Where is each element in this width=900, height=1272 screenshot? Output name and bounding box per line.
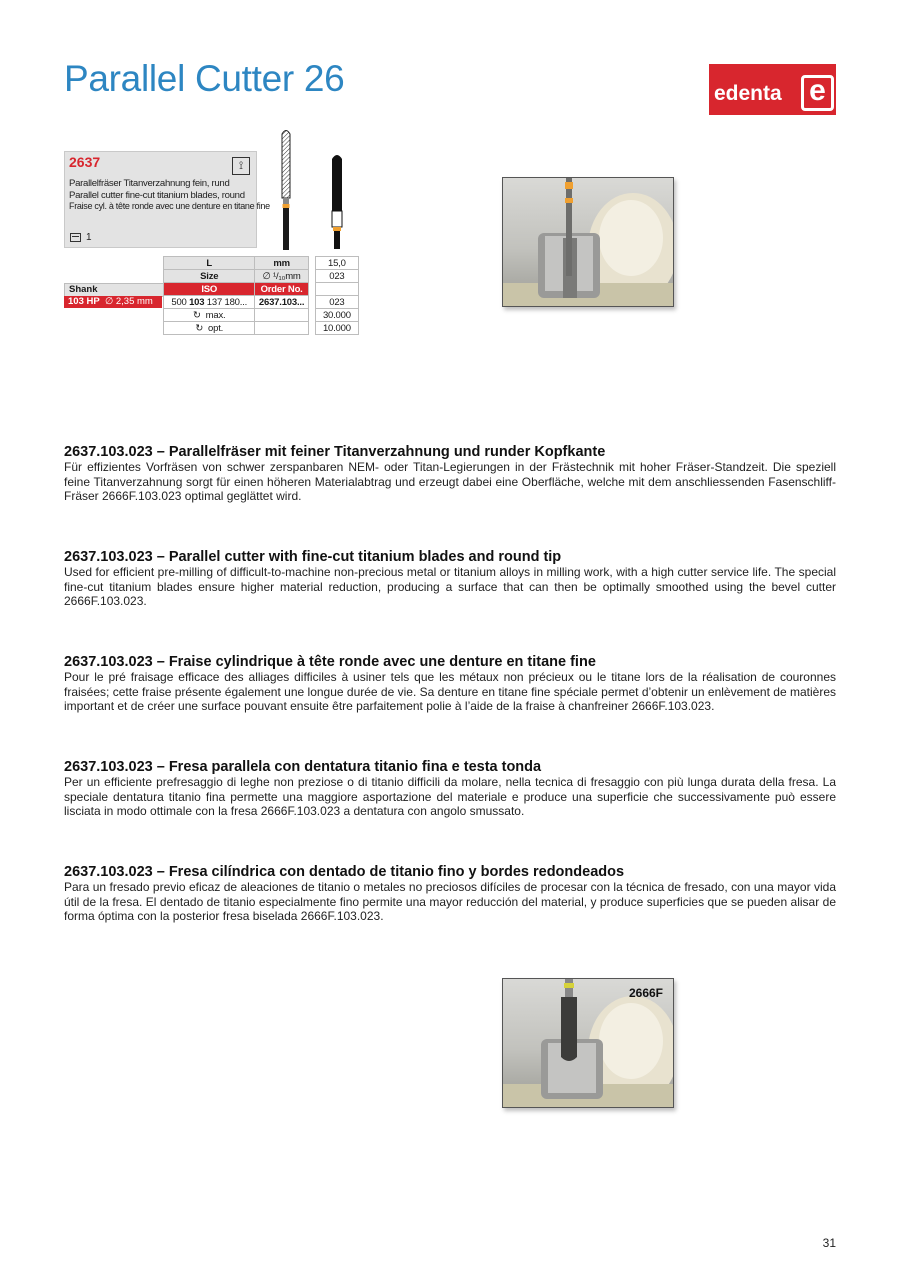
l-header: L — [164, 257, 255, 270]
l-unit: mm — [255, 257, 308, 270]
iso-number: 500 103 137 180... — [164, 296, 255, 309]
section-heading: 2637.103.023 – Fresa parallela con dentatura titanio fina e testa tonda — [64, 759, 542, 775]
iso-header: ISO — [164, 283, 255, 296]
section-text: Pour le pré fraisage efficace des alliages difficiles à usiner tels que les métaux non précieux ou le titane lors de la réalisation de couronnes fraisées; cette fraise présente également une longue durée de vie. Sa denture en titane fine spéciale permet d’obtenir un enlèvement de matières important et de créer une surface pouvant ensuite être parfaitement polie à l’aide de la fraise à chanfreiner 2666F.103.023. — [64, 670, 836, 713]
order-size: 023 — [315, 296, 358, 309]
product-desc-en: Parallel cutter fine-cut titanium blades, round — [69, 189, 245, 201]
product-code: 2637 — [69, 154, 101, 170]
logo-wordmark: edenta — [714, 82, 782, 105]
product-desc-fr: Fraise cyl. à tête ronde avec une denture en titane fine — [69, 201, 270, 211]
handpiece-icon: ⟟ — [232, 157, 250, 175]
max-speed-label: ↻ max. — [164, 309, 255, 322]
empty-cell — [315, 283, 358, 296]
section-en — [64, 549, 836, 609]
table-row — [164, 309, 359, 322]
application-photo-2637 — [502, 177, 674, 307]
product-desc-de: Parallelfräser Titanverzahnung fein, rund — [69, 178, 230, 189]
shank-value — [64, 296, 162, 308]
logo-e-mark: e — [801, 75, 834, 111]
cutter-2637-drawing — [280, 128, 292, 250]
product-info-box — [64, 151, 270, 248]
edenta-logo — [709, 64, 836, 115]
table-row — [164, 270, 359, 283]
spec-table — [163, 256, 359, 335]
section-text: Para un fresado previo eficaz de aleaciones de titanio o metales no preciosos difíciles de procesar con la técnica de fresado, con una mayor vida útil de la fresa. El dentado de titanio especialmente fino permite una mayor reducción del material, y produce superficies que se pueden alisar de forma óptima con la posterior fresa biselada 2666F.103.023. — [64, 880, 836, 923]
page-number: 31 — [822, 1236, 836, 1250]
shank-code: 103 HP — [68, 296, 100, 307]
section-fr — [64, 654, 836, 714]
table-row — [164, 296, 359, 309]
shank-diameter: ∅ 2,35 mm — [104, 296, 153, 307]
opt-speed-label: ↻ opt. — [164, 322, 255, 335]
application-photo-2666F — [502, 978, 674, 1108]
section-es — [64, 864, 836, 924]
size-value: 023 — [315, 270, 358, 283]
max-speed-value: 30.000 — [315, 309, 358, 322]
order-header: Order No. — [255, 283, 308, 296]
table-row — [164, 283, 359, 296]
section-heading: 2637.103.023 – Fraise cylindrique à tête ronde avec une denture en titane fine — [64, 654, 596, 670]
section-it — [64, 759, 836, 819]
product-description — [69, 178, 270, 213]
order-number: 2637.103... — [255, 296, 308, 309]
pack-quantity — [70, 232, 92, 243]
rotation-icon: ↻ — [195, 322, 204, 334]
section-text: Per un efficiente prefresaggio di leghe non preziose o di titanio difficili da molare, nella tecnica di fresaggio con più lunga durata della fresa. La speciale dentatura titanio fina permette una maggiore asportazione del materiale e produce una superficie che successivamente può essere lisciata in modo ottimale con la fresa 2666F.103.023 a dentatura con angolo smussato. — [64, 775, 836, 818]
section-text: Used for efficient pre-milling of difficult-to-machine non-precious metal or titanium alloys in milling work, with a high cutter service life. The special fine-cut titanium blades ensure higher material reduction, producing a surface that can then be optimally smoothed using the bevel cutter 2666F.103.023. — [64, 565, 836, 608]
section-heading: 2637.103.023 – Fresa cilíndrica con dentado de titanio fino y bordes redondeados — [64, 864, 625, 880]
table-row — [164, 322, 359, 335]
shank-label: Shank — [64, 283, 164, 297]
pack-quantity-value: 1 — [86, 232, 92, 243]
table-row — [164, 257, 359, 270]
rotation-icon: ↻ — [193, 309, 201, 321]
page-title: Parallel Cutter 26 — [64, 58, 345, 99]
section-heading: 2637.103.023 – Parallelfräser mit feiner Titanverzahnung und runder Kopfkante — [64, 444, 606, 460]
package-icon — [70, 233, 81, 242]
size-header: Size — [164, 270, 255, 283]
cutter-silhouette-drawing — [331, 153, 343, 249]
size-unit: ∅ ¹/₁₀mm — [255, 270, 308, 283]
section-de — [64, 444, 836, 504]
section-text: Für effizientes Vorfräsen von schwer zerspanbaren NEM- oder Titan-Legierungen in der Frästechnik mit hoher Fräser-Standzeit. Die speziell feine Titanverzahnung sorgt für einen höheren Materialabtrag und erzeugt dabei eine Oberfläche, welche mit dem anschliessenden Fasenschliff-Fräser 2666F.103.023 optimal geglättet wird. — [64, 460, 836, 503]
section-heading: 2637.103.023 – Parallel cutter with fine-cut titanium blades and round tip — [64, 549, 562, 565]
l-value: 15,0 — [315, 257, 358, 270]
opt-speed-value: 10.000 — [315, 322, 358, 335]
photo-label-2666F: 2666F — [628, 986, 663, 1000]
